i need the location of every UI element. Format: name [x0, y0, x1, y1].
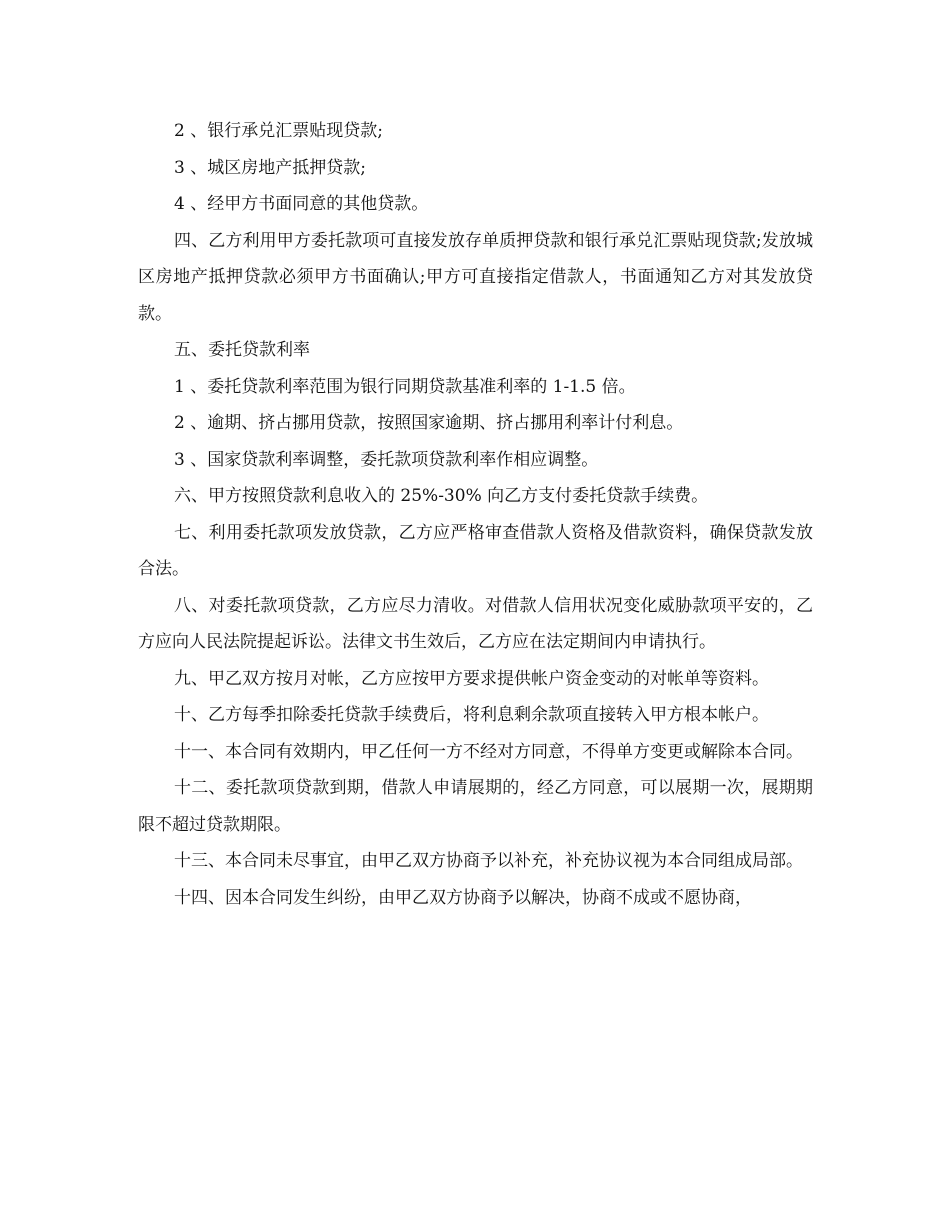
- paragraph-16: 十三、本合同未尽事宜，由甲乙双方协商予以补充，补充协议视为本合同组成局部。: [174, 851, 803, 871]
- paragraph-9: 六、甲方按照贷款利息收入的 25%-30% 向乙方支付委托贷款手续费。: [174, 486, 709, 506]
- paragraph-2: 3 、城区房地产抵押贷款;: [174, 157, 366, 178]
- paragraph-5: 五、委托贷款利率: [174, 340, 310, 360]
- paragraph-14: 十一、本合同有效期内，甲乙任何一方不经对方同意，不得单方变更或解除本合同。: [174, 741, 803, 762]
- paragraph-13: 十、乙方每季扣除委托贷款手续费后，将利息剩余款项直接转入甲方根本帐户。: [174, 705, 769, 725]
- paragraph-10: 七、利用委托款项发放贷款，乙方应严格审查借款人资格及借款资料，确保贷款发放合法。: [138, 522, 813, 579]
- paragraph-17: 十四、因本合同发生纠纷，由甲乙双方协商予以解决，协商不成或不愿协商，: [174, 887, 752, 908]
- paragraph-6: 1 、委托贷款利率范围为银行同期贷款基准利率的 1-1.5 倍。: [174, 376, 636, 397]
- document-body: [138, 113, 813, 916]
- paragraph-1: 2 、银行承兑汇票贴现贷款;: [174, 121, 383, 141]
- paragraph-4: 四、乙方利用甲方委托款项可直接发放存单质押贷款和银行承兑汇票贴现贷款;发放城区房地产抵押贷款必须甲方书面确认;甲方可直接指定借款人，书面通知乙方对其发放贷款。: [138, 230, 813, 324]
- paragraph-8: 3 、国家贷款利率调整，委托款项贷款利率作相应调整。: [174, 449, 599, 470]
- paragraph-7: 2 、逾期、挤占挪用贷款，按照国家逾期、挤占挪用利率计付利息。: [174, 413, 684, 433]
- paragraph-11: 八、对委托款项贷款，乙方应尽力清收。对借款人信用状况变化威胁款项平安的，乙方应向人民法院提起诉讼。法律文书生效后，乙方应在法定期间内申请执行。: [138, 595, 813, 652]
- paragraph-15: 十二、委托款项贷款到期，借款人申请展期的，经乙方同意，可以展期一次，展期期限不超过贷款期限。: [138, 778, 813, 835]
- paragraph-3: 4 、经甲方书面同意的其他贷款。: [174, 194, 429, 214]
- paragraph-12: 九、甲乙双方按月对帐，乙方应按甲方要求提供帐户资金变动的对帐单等资料。: [174, 668, 769, 689]
